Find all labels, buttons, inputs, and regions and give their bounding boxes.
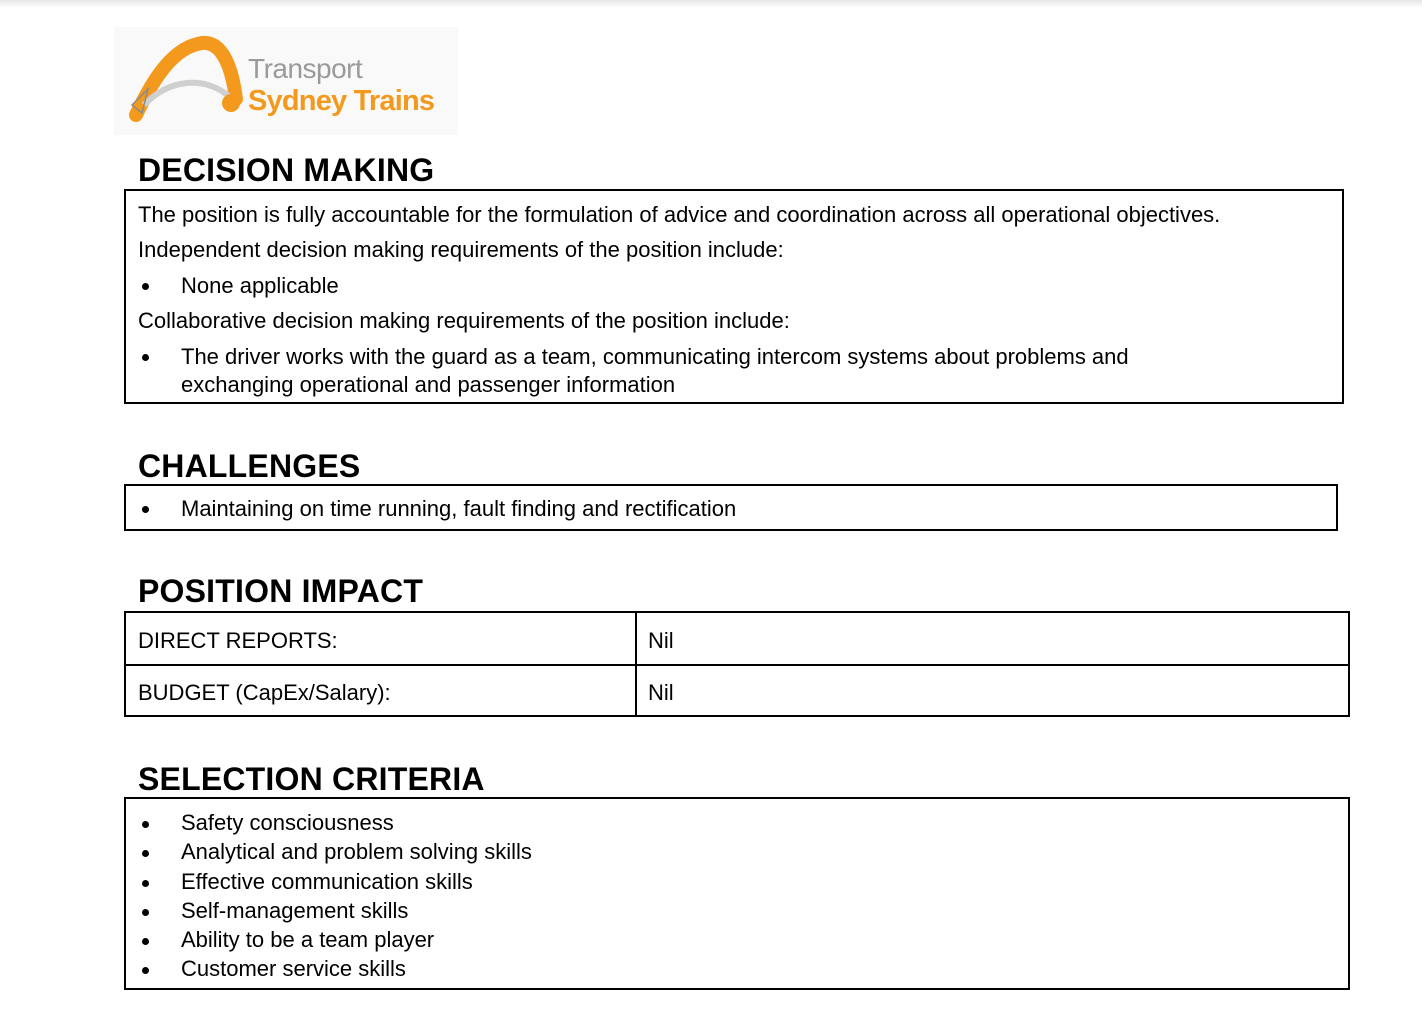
- logo-text-sydney-trains: Sydney Trains: [248, 85, 435, 117]
- bullet-icon: [142, 283, 149, 290]
- collaborative-intro: Collaborative decision making requirements of the position include:: [138, 308, 790, 333]
- page-top-shadow: [0, 0, 1422, 8]
- collaborative-item-line2: exchanging operational and passenger information: [181, 372, 676, 397]
- challenge-item: Maintaining on time running, fault finding and rectification: [181, 496, 737, 521]
- decision-making-heading: DECISION MAKING: [138, 152, 435, 188]
- challenges-heading: CHALLENGES: [138, 448, 361, 484]
- selection-criteria-box: [124, 797, 1350, 990]
- bullet-icon: [142, 938, 149, 945]
- budget-value: Nil: [648, 680, 674, 705]
- budget-label: BUDGET (CapEx/Salary):: [138, 680, 391, 705]
- bullet-icon: [142, 909, 149, 916]
- bullet-icon: [142, 506, 149, 513]
- bullet-icon: [142, 880, 149, 887]
- challenges-box: [124, 484, 1338, 531]
- decision-making-box: [124, 189, 1344, 404]
- bullet-icon: [142, 354, 149, 361]
- row-divider: [126, 664, 1348, 666]
- logo-text-transport: Transport: [248, 53, 363, 84]
- sydney-trains-logo: [114, 27, 458, 135]
- position-impact-heading: POSITION IMPACT: [138, 573, 424, 609]
- bullet-icon: [142, 850, 149, 857]
- bullet-icon: [142, 821, 149, 828]
- bullet-icon: [142, 967, 149, 974]
- selection-criteria-heading: SELECTION CRITERIA: [138, 761, 485, 797]
- position-impact-table: [124, 611, 1350, 717]
- direct-reports-value: Nil: [648, 628, 674, 653]
- direct-reports-label: DIRECT REPORTS:: [138, 628, 338, 653]
- criteria-item: Safety consciousness: [181, 810, 394, 835]
- independent-intro: Independent decision making requirements of the position include:: [138, 237, 784, 262]
- independent-item: None applicable: [181, 273, 339, 298]
- criteria-item: Customer service skills: [181, 956, 406, 981]
- criteria-item: Self-management skills: [181, 898, 409, 923]
- criteria-item: Effective communication skills: [181, 869, 473, 894]
- collaborative-item-line1: The driver works with the guard as a team, communicating intercom systems about problems and: [181, 344, 1129, 369]
- accountability-text: The position is fully accountable for the formulation of advice and coordination across all operational objectives.: [138, 202, 1221, 227]
- criteria-item: Ability to be a team player: [181, 927, 435, 952]
- criteria-item: Analytical and problem solving skills: [181, 839, 532, 864]
